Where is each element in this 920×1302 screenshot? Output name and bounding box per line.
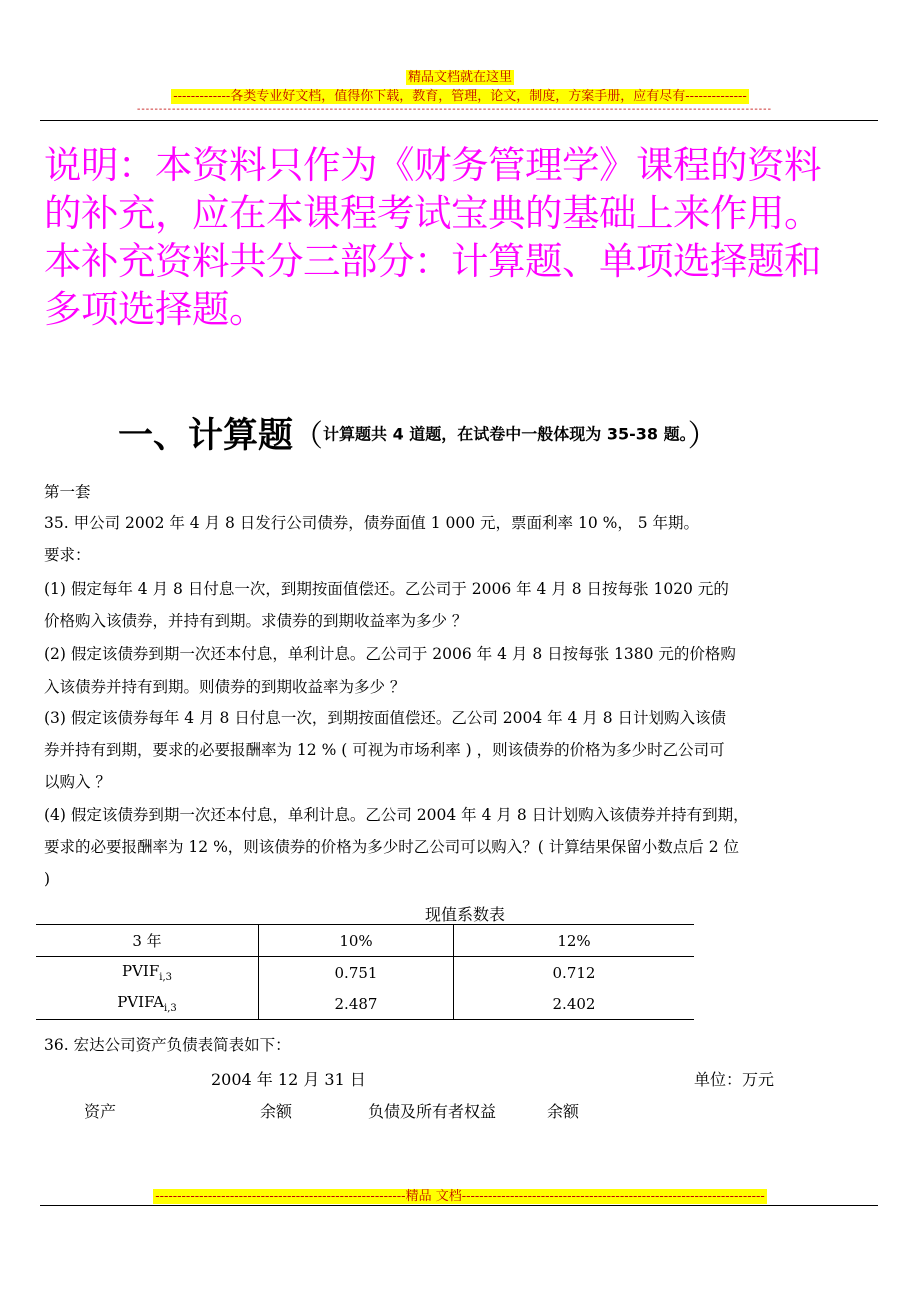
row-label-cell: [36, 988, 259, 1020]
section-title: 一、计算题: [118, 416, 294, 456]
section-close-paren: ）: [687, 419, 718, 454]
balance-date: 2004 年 12 月 31 日: [211, 1070, 366, 1089]
row-label-subscript: i,3: [159, 972, 172, 983]
notice-line: 说明：本资料只作为《财务管理学》课程的资料: [44, 143, 821, 187]
table-header-row: [36, 925, 694, 957]
present-value-table: [36, 924, 694, 1020]
question-36: 36. 宏达公司资产负债表简表如下：: [44, 1036, 291, 1054]
table-cell: 0.712: [552, 963, 596, 982]
table-row: [36, 957, 694, 989]
notice-line: 多项选择题。: [44, 287, 266, 331]
header-title-text: 精品文档就在这里: [407, 70, 512, 85]
header-rule: [40, 120, 878, 121]
part-3-line: 券并持有到期，要求的必要报酬率为 12 % ( 可视为市场利率 ) ，则该债券的价格为多少时乙公司可: [44, 741, 725, 759]
header-dashes: -------------------------------------------------------------------------------------------------------------------------------------------------: [137, 104, 772, 115]
row-label-cell: [36, 957, 259, 989]
part-4-line: ): [44, 870, 51, 888]
requirements-label: 要求：: [44, 546, 91, 564]
part-3-line: 以购入 ？: [44, 773, 111, 791]
section-heading: [118, 408, 718, 458]
notice-block: [44, 141, 894, 333]
part-1-line: 价格购入该债券，并持有到期。求债券的到期收益率为多少 ？: [44, 612, 468, 630]
row-label: PVIF: [121, 962, 160, 980]
header-tagline-text: -------------各类专业好文档，值得你下载，教育，管理，论文，制度，方案手册，应有尽有--------------: [173, 89, 747, 104]
table-row: [36, 988, 694, 1020]
section-open-paren: （: [293, 419, 324, 454]
column-assets: 资产: [84, 1102, 117, 1121]
part-2-line: 入该债券并持有到期。则债券的到期收益率为多少 ？: [44, 678, 406, 696]
column-liabilities: 负债及所有者权益: [368, 1102, 497, 1121]
table-header-cell: 3 年: [36, 925, 259, 957]
footer-bar: [0, 1185, 920, 1205]
header-tagline: [0, 85, 920, 105]
table-header-cell: 10%: [259, 925, 454, 957]
part-4-line: 要求的必要报酬率为 12 %，则该债券的价格为多少时乙公司可以购入？( 计算结果保留小数点后 2 位: [44, 838, 739, 856]
notice-line: 的补充，应在本课程考试宝典的基础上来作用。: [44, 191, 821, 235]
row-label: PVIFA: [117, 993, 165, 1011]
column-balance: 余额: [260, 1102, 293, 1121]
footer-rule: [40, 1205, 878, 1206]
table-cell: 2.402: [454, 988, 695, 1020]
table-header-cell: 12%: [454, 925, 695, 957]
table-cell: 2.487: [259, 988, 454, 1020]
row-label-subscript: i,3: [164, 1003, 177, 1014]
table-cell: 0.751: [259, 957, 454, 989]
part-3-line: (3) 假定该债券每年 4 月 8 日付息一次，到期按面值偿还。乙公司 2004 年 4 月 8 日计划购入该债: [44, 709, 727, 727]
part-1-line: (1) 假定每年 4 月 8 日付息一次，到期按面值偿还。乙公司于 2006 年 4 月 8 日按每张 1020 元的: [44, 580, 729, 598]
part-4-line: (4) 假定该债券到期一次还本付息，单利计息。乙公司 2004 年 4 月 8 日计划购入该债券并持有到期，: [44, 806, 749, 824]
question-35: 35. 甲公司 2002 年 4 月 8 日发行公司债券，债券面值 1 000 元，票面利率 10 %， 5 年期。: [44, 514, 700, 532]
table-caption: 现值系数表: [424, 905, 505, 924]
balance-unit: 单位：万元: [694, 1070, 775, 1089]
header-title: [0, 66, 920, 86]
part-2-line: (2) 假定该债券到期一次还本付息，单利计息。乙公司于 2006 年 4 月 8 日按每张 1380 元的价格购: [44, 645, 736, 663]
section-note: 计算题共 4 道题，在试卷中一般体现为 35-38 题。: [323, 424, 688, 444]
set-label: 第一套: [44, 483, 91, 501]
column-balance: 余额: [547, 1102, 580, 1121]
notice-line: 本补充资料共分三部分：计算题、单项选择题和: [44, 239, 821, 283]
footer-bar-text: ---------------------------------------------------------精品 文档---------------------------------------------------------------------: [155, 1189, 765, 1204]
